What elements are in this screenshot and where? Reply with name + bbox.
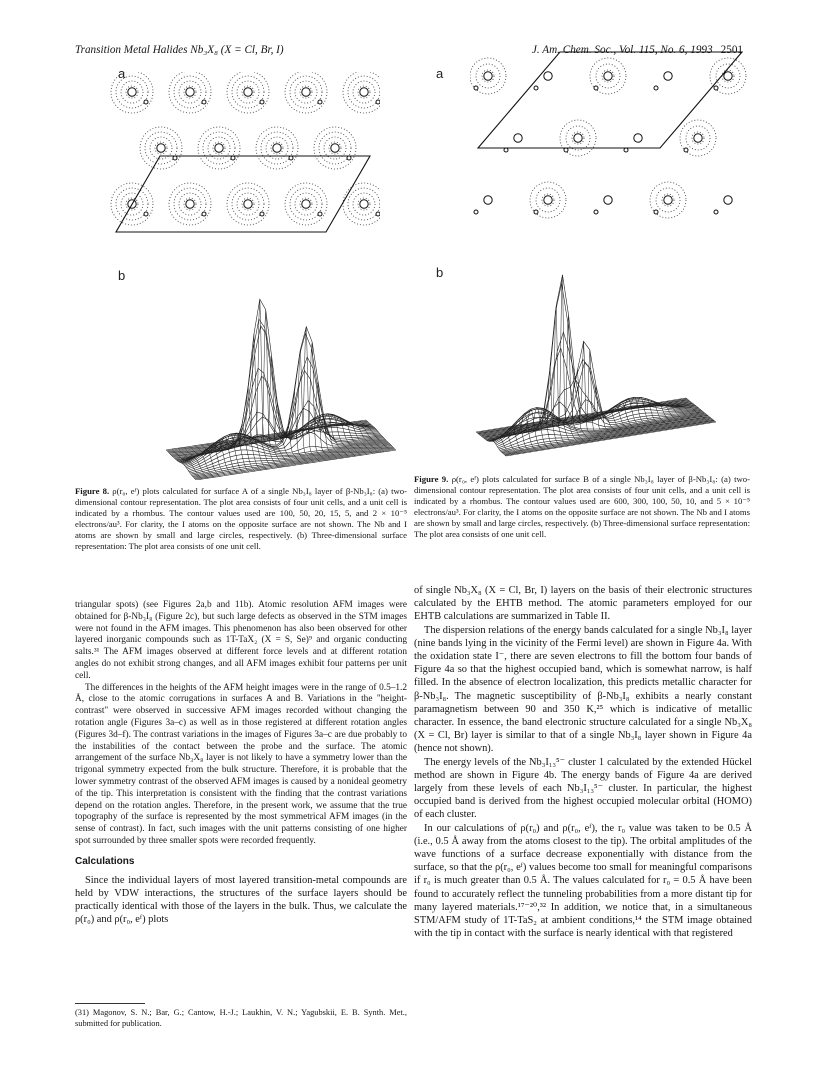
surface-wireframe [166,299,396,480]
figure9-panel-b-label: b [436,265,444,280]
figure8-panel-a-label: a [118,66,126,81]
figure8-surface-plot [96,280,396,480]
figure9-contour-plot [470,48,752,238]
figure8-caption-lead: Figure 8. [75,486,110,496]
figure9-caption-text: ρ(r₀, eᶠ) plots calculated for surface B of a single Nb₃I₈ layer of β-Nb₃I₈: (a) two-dimensional contour representation. The plot area consists of four unit cells, and a unit cell is indicated by a rhombus. The contour values used are 600, 300, 100, 50, 10, and 5 × 10⁻⁵ electrons/au³. For clarity, the I atoms on the opposite surface are not shown. The Nb and I atoms are shown by small and large circles, respectively. (b) Three-dimensional surface representation: The plot area consists of one unit cell. [414,474,750,539]
left-paragraph-2: The differences in the heights of the AFM height images were in the range of 0.5–1.2 Å, close to the atomic corrugations in surfaces A and B. Variations in the "height-contrast" were observed in successive AFM images recorded without changing the rotation angle (Figures 3a–c) as well as in those registered at different rotation angles (Figures 3d–f). The contrast variations in the images of Figures 3a–c are due probably to the instabilities of the contact between the probe and the surface. The atomic arrangement of the surface Nb₃X₈ layer is not likely to have a symmetry lower than the trigonal symmetry expected from the bulk structure. Therefore, it is probable that the lower symmetry contrast of the observed AFM images is caused by a nonideal geometry of the tip. This interpretation is consistent with the finding that the contrast variations depend on the rotation angles. Therefore, in the present work, we assume that the true topography of the surface is represented by the most symmetrical AFM images (in the sense of contrast). In fact, such images with the unit patterns consisting of one higher spot surrounded by three smaller spots were recorded frequently. [75,682,407,846]
journal-citation-text: J. Am. Chem. Soc., Vol. 115, No. 6, 1993 [531,44,713,56]
section-heading-calculations: Calculations [75,855,135,867]
figure9-panel-a-label: a [436,66,444,81]
figure9-surface-plot [456,262,736,462]
right-paragraph-1: of single Nb₃X₈ (X = Cl, Br, I) layers on the basis of their electronic structures calculated by the EHTB method. The atomic parameters employed for our EHTB calculations are summarized in Table II. [414,585,752,623]
contour-lines [470,58,746,218]
figure8-caption [75,486,407,552]
figure9-caption-lead: Figure 9. [414,474,449,484]
figure9-caption [414,474,750,540]
right-paragraph-4: In our calculations of ρ(r₀) and ρ(r₀, eᶠ), the r₀ value was taken to be 0.5 Å (i.e., 0.5 Å away from the atoms closest to the tip). The orbital amplitudes of the wave functions of a surface decrease exponentially with distance from the surface, so that the ρ(r₀, eᶠ) values become too small for meaningful comparisons if r₀ is much greater than 0.5 Å. The values calculated for r₀ = 0.5 Å have been found to accurately reflect the tunneling probabilities from a more distant tip for many layered materials.¹⁷⁻²⁰,³² In addition, we notice that, in a simultaneous STM/AFM study of 1T-TaS₂ at ambient conditions,¹⁴ the STM image obtained with the tip in contact with the surface is nearly identical with that registered [414,822,752,940]
figure8-contour-plot [108,72,380,248]
atom-markers [128,88,380,216]
running-title: Transition Metal Halides Nb₃X₈ (X = Cl, Br, I) [75,44,284,56]
unit-cell-rhombus [116,156,370,232]
figure8-caption-text: ρ(r₀, eᶠ) plots calculated for surface A of a single Nb₃I₈ layer of β-Nb₃I₈: (a) two-dimensional contour representation. The plot area consists of four unit cells, and a unit cell is indicated by a rhombus. The contour values used are 100, 50, 20, 15, 5, and 2 × 10⁻⁵ electrons/au³. For clarity, the I atoms on the opposite surface are not shown. The Nb and I atoms are shown by small and large circles, respectively. (b) Three-dimensional surface representation: The plot area consists of one unit cell. [75,486,407,551]
footnote-31: (31) Magonov, S. N.; Bar, G.; Cantow, H.-J.; Laukhin, V. N.; Yagubskii, E. B. Synth. Met., submitted for publication. [75,1008,407,1028]
page-number: 2501 [720,44,743,56]
right-paragraph-2: The dispersion relations of the energy bands calculated for a single Nb₃I₈ layer (nine bands lying in the vicinity of the Fermi level) are shown in Figure 4a. With the oxidation state I⁻, there are seven electrons to fill the bottom four bands of Figure 4a so that the highest occupied band, which is somewhat narrow, is half filled. In the absence of electron localization, this predicts metallic character for β-Nb₃I₈. The magnetic susceptibility of β-Nb₃I₈ exhibits a nearly constant paramagnetism between 90 and 350 K,²⁵ which is indicative of metallic character. In essence, the band electronic structure calculated for a single Nb₃X₈ (X = Cl, Br) layer is similar to that of a single Nb₃I₈ layer shown in Figure 4a (hence not shown). [414,624,752,755]
right-paragraph-3: The energy levels of the Nb₃I₁₃⁵⁻ cluster 1 calculated by the extended Hückel method are shown in Figure 4b. The energy bands of Figure 4a are derived largely from these levels of each Nb₃I₁₃⁵⁻ cluster. In particular, the highest occupied band is derived from the highest occupied molecular orbital (HOMO) of each cluster. [414,756,752,821]
left-paragraph-3: Since the individual layers of most layered transition-metal compounds are held by VDW interactions, the structures of the surface layers should be practically identical with those of the layers in the bulk. Thus, we calculate the ρ(r₀) and ρ(r₀, eᶠ) plots [75,874,407,926]
left-column-body [75,600,407,926]
surface-wireframe [476,275,716,456]
footnote-rule [75,1003,145,1004]
figure8-panel-b-label: b [118,268,126,283]
right-column-body [414,584,752,940]
left-paragraph-1: triangular spots) (see Figures 2a,b and 11b). Atomic resolution AFM images were obtained for β-Nb₃I₈ (Figure 2c), but such large defects as observed in the STM images were not found in the AFM images. This phenomenon has also been observed for other layered inorganic compounds such as 1T-TaX₂ (X = S, Se)⁹ and organic conducting salts.³¹ The AFM images observed at different force levels and at different rotation angles do not exhibit strong changes, and all AFM images exhibit four patterns per unit cell. [75,600,407,681]
